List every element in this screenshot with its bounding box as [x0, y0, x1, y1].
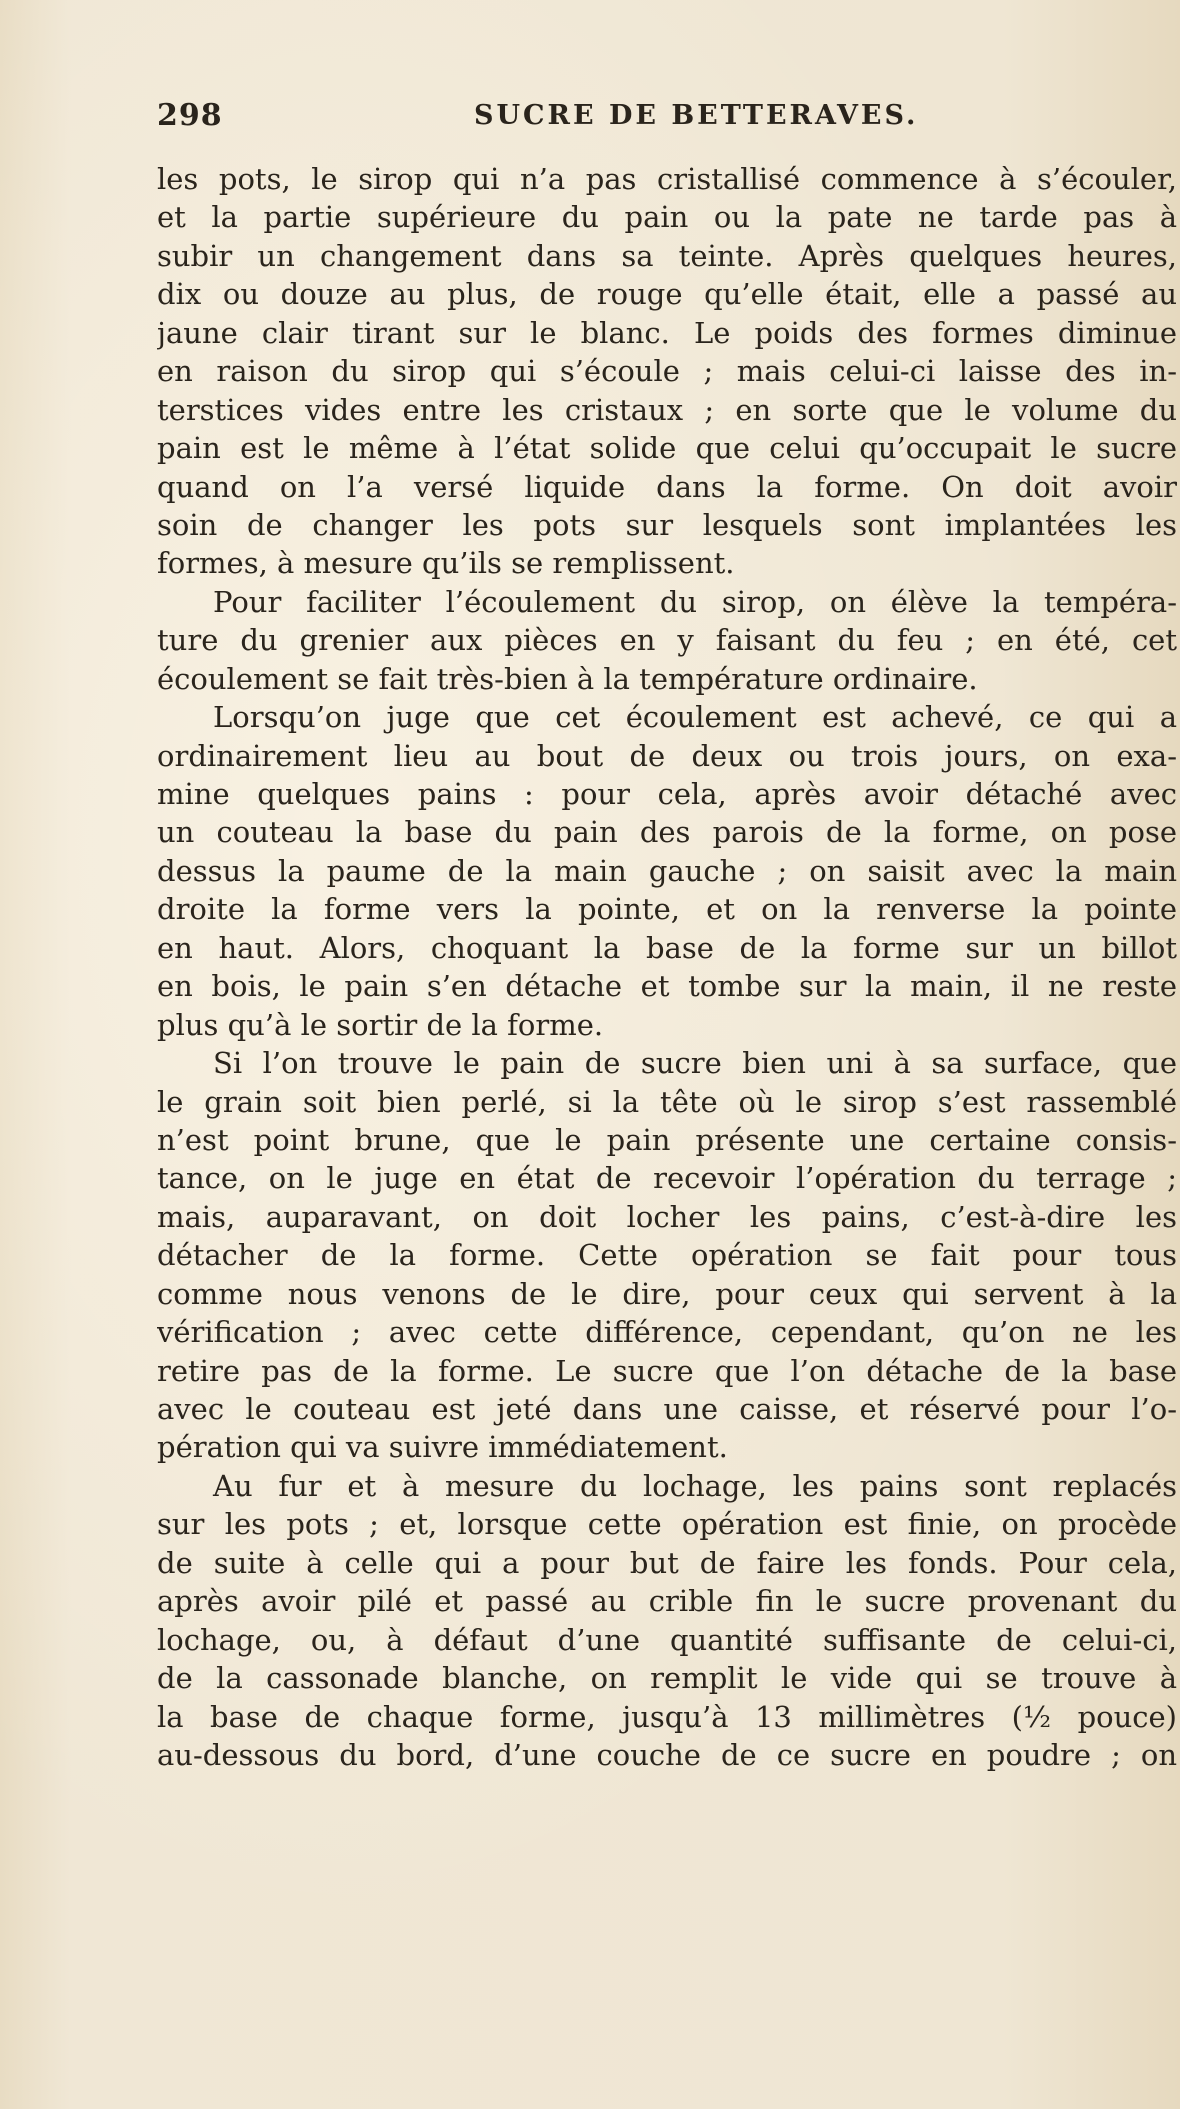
text-line: n’est point brune, que le pain présente une certaine consis- — [157, 1122, 1177, 1157]
text-line: sur les pots ; et, lorsque cette opération est finie, on procède — [157, 1507, 1177, 1542]
page-header — [0, 98, 1180, 154]
text-line: la base de chaque forme, jusqu’à 13 millimètres (½ pouce) — [157, 1699, 1177, 1734]
page-number: 298 — [157, 98, 223, 133]
text-line: subir un changement dans sa teinte. Après quelques heures, — [157, 238, 1177, 273]
text-line: dix ou douze au plus, de rouge qu’elle était, elle a passé au — [157, 277, 1177, 312]
text-line: en haut. Alors, choquant la base de la forme sur un billot — [157, 930, 1177, 965]
text-line: soin de changer les pots sur lesquels sont implantées les — [157, 507, 1177, 542]
text-line: terstices vides entre les cristaux ; en sorte que le volume du — [157, 392, 1177, 427]
text-line: comme nous venons de le dire, pour ceux qui servent à la — [157, 1276, 1177, 1311]
text-line: tance, on le juge en état de recevoir l’opération du terrage ; — [157, 1161, 1177, 1196]
text-line: jaune clair tirant sur le blanc. Le poids des formes diminue — [157, 315, 1177, 350]
text-line: mais, auparavant, on doit locher les pains, c’est-à-dire les — [157, 1199, 1177, 1234]
text-line: les pots, le sirop qui n’a pas cristallisé commence à s’écouler, — [157, 162, 1177, 196]
text-line: ture du grenier aux pièces en y faisant du feu ; en été, cet — [157, 623, 1177, 658]
text-line: quand on l’a versé liquide dans la forme. On doit avoir — [157, 469, 1177, 504]
text-line: en bois, le pain s’en détache et tombe sur la main, il ne reste — [157, 969, 1177, 1004]
running-title: SUCRE DE BETTERAVES. — [474, 100, 919, 131]
text-line: de suite à celle qui a pour but de faire les fonds. Pour cela, — [157, 1545, 1177, 1580]
text-line: avec le couteau est jeté dans une caisse, et réservé pour l’o- — [157, 1392, 1177, 1426]
text-line: de la cassonade blanche, on remplit le vide qui se trouve à — [157, 1661, 1177, 1696]
text-line: retire pas de la forme. Le sucre que l’on détache de la base — [157, 1353, 1177, 1388]
text-line: Lorsqu’on juge que cet écoulement est achevé, ce qui a — [213, 700, 1177, 735]
body-text — [157, 160, 1177, 1774]
text-line: détacher de la forme. Cette opération se fait pour tous — [157, 1238, 1177, 1273]
text-line: ordinairement lieu au bout de deux ou trois jours, on exa- — [157, 738, 1177, 773]
text-line: pain est le même à l’état solide que celui qu’occupait le sucre — [157, 431, 1177, 466]
text-line: au-dessous du bord, d’une couche de ce sucre en poudre ; on — [157, 1737, 1177, 1772]
text-line: Si l’on trouve le pain de sucre bien uni à sa surface, que — [213, 1046, 1177, 1081]
text-line: après avoir pilé et passé au crible fin le sucre provenant du — [157, 1584, 1177, 1619]
text-line: mine quelques pains : pour cela, après avoir détaché avec — [157, 777, 1177, 811]
text-line: droite la forme vers la pointe, et on la renverse la pointe — [157, 892, 1177, 927]
text-line: pération qui va suivre immédiatement. — [157, 1430, 728, 1465]
text-line: le grain soit bien perlé, si la tête où le sirop s’est rassemblé — [157, 1084, 1177, 1119]
text-line: dessus la paume de la main gauche ; on saisit avec la main — [157, 853, 1177, 888]
text-line: Pour faciliter l’écoulement du sirop, on élève la tempéra- — [213, 584, 1177, 619]
text-line: un couteau la base du pain des parois de la forme, on pose — [157, 815, 1177, 850]
text-line: Au fur et à mesure du lochage, les pains sont replacés — [213, 1468, 1177, 1503]
text-line: formes, à mesure qu’ils se remplissent. — [157, 546, 735, 581]
text-line: en raison du sirop qui s’écoule ; mais celui-ci laisse des in- — [157, 354, 1177, 389]
text-line: plus qu’à le sortir de la forme. — [157, 1007, 604, 1042]
text-line: vérification ; avec cette différence, cependant, qu’on ne les — [157, 1315, 1177, 1350]
text-line: et la partie supérieure du pain ou la pate ne tarde pas à — [157, 200, 1177, 235]
text-line: écoulement se fait très-bien à la température ordinaire. — [157, 661, 978, 696]
text-line: lochage, ou, à défaut d’une quantité suffisante de celui-ci, — [157, 1622, 1177, 1657]
